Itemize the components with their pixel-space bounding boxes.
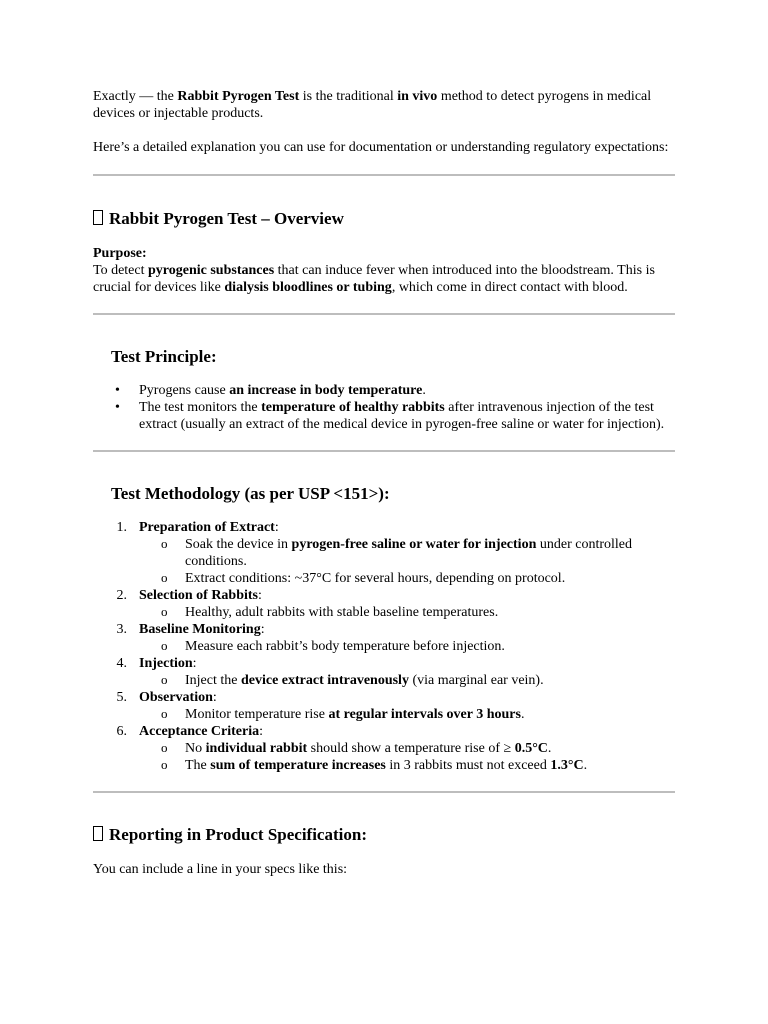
step-colon: :	[259, 724, 263, 739]
bullet-icon: •	[115, 400, 120, 415]
step-number: 4.	[116, 656, 127, 671]
circle-bullet-icon: o	[161, 604, 168, 619]
step-sublist	[139, 638, 675, 655]
purpose-bold: pyrogenic substances	[148, 263, 275, 278]
sub-item-bold: individual rabbit	[205, 741, 308, 756]
sub-item-bold: 0.5°C	[514, 741, 548, 756]
sub-item	[139, 757, 675, 774]
intro-bold-test-name: Rabbit Pyrogen Test	[177, 89, 300, 104]
list-item-text: .	[422, 383, 426, 398]
step-colon: :	[274, 520, 279, 535]
step-item	[93, 689, 675, 723]
intro-text: Exactly — the	[93, 89, 178, 104]
circle-bullet-icon: o	[161, 672, 168, 687]
list-item-text: Pyrogens cause	[139, 383, 230, 398]
intro-paragraph	[93, 88, 675, 122]
methodology-steps	[93, 519, 675, 774]
step-number: 6.	[116, 724, 127, 739]
intro-text: is the traditional	[299, 89, 398, 104]
sub-item-text: .	[547, 741, 552, 756]
list-item-text: after intravenous injection of the test extract (usually an extract of the medical device in pyrogen-free saline or water for injection).	[139, 400, 665, 432]
sub-item-text: Extract conditions: ~37°C for several hours, depending on protocol.	[185, 571, 566, 586]
overview-heading	[93, 209, 675, 229]
step-sublist	[139, 740, 675, 774]
sub-item-text: under controlled conditions.	[185, 537, 632, 569]
sub-item-text: Monitor temperature rise	[185, 707, 329, 722]
purpose-paragraph	[93, 262, 675, 296]
step-title: Baseline Monitoring	[139, 622, 261, 637]
intro-bold-in-vivo: in vivo	[397, 89, 438, 104]
circle-bullet-icon: o	[161, 536, 168, 551]
step-colon: :	[260, 622, 265, 637]
circle-bullet-icon: o	[161, 740, 168, 755]
circle-bullet-icon: o	[161, 638, 168, 653]
sub-item	[139, 672, 675, 689]
reporting-paragraph: You can include a line in your specs like this:	[93, 862, 348, 877]
step-title: Acceptance Criteria	[139, 724, 260, 739]
step-colon: :	[258, 588, 262, 603]
step-title: Observation	[139, 690, 213, 705]
reporting-heading	[93, 825, 675, 845]
sub-item-text: Soak the device in	[185, 537, 292, 552]
step-colon: :	[212, 690, 217, 705]
purpose-text: To detect	[93, 263, 148, 278]
sub-item-text: Inject the	[185, 673, 241, 688]
sub-item-text: in 3 rabbits must not exceed	[385, 758, 551, 773]
explanation-paragraph: Here’s a detailed explanation you can use for documentation or understanding regulatory expectations:	[93, 140, 669, 155]
sub-item-text: Measure each rabbit’s body temperature before injection.	[185, 639, 505, 654]
missing-glyph-icon	[93, 210, 103, 225]
step-item	[93, 519, 675, 587]
step-item	[93, 621, 675, 655]
missing-glyph-icon	[93, 826, 103, 841]
bullet-icon: •	[115, 383, 120, 398]
sub-item-bold: device extract intravenously	[240, 673, 409, 688]
sub-item-bold: at regular intervals over 3 hours	[328, 707, 521, 722]
step-colon: :	[192, 656, 197, 671]
sub-item	[139, 706, 675, 723]
list-item	[93, 382, 675, 399]
step-number: 5.	[116, 690, 127, 705]
sub-item-text: should show a temperature rise of ≥	[307, 741, 515, 756]
purpose-label	[93, 245, 675, 262]
sub-item-bold: pyrogen-free saline or water for injection	[291, 537, 537, 552]
sub-item-bold: 1.3°C	[550, 758, 584, 773]
step-item	[93, 723, 675, 774]
circle-bullet-icon: o	[161, 757, 168, 772]
step-number: 1.	[116, 520, 127, 535]
step-number: 3.	[116, 622, 127, 637]
sub-item-text: .	[583, 758, 588, 773]
principle-list	[93, 382, 675, 433]
sub-item-text: The	[185, 758, 211, 773]
sub-item-text: .	[520, 707, 525, 722]
step-sublist	[139, 604, 675, 621]
step-sublist	[139, 672, 675, 689]
sub-item	[139, 536, 675, 570]
sub-item-text: Healthy, adult rabbits with stable baseline temperatures.	[185, 605, 499, 620]
principle-heading: Test Principle:	[111, 347, 217, 366]
list-item	[93, 399, 675, 433]
step-title: Selection of Rabbits	[139, 588, 258, 603]
list-item-bold: temperature of healthy rabbits	[261, 400, 445, 415]
list-item-text: The test monitors the	[139, 400, 262, 415]
purpose-bold: dialysis bloodlines or tubing	[224, 280, 392, 295]
document-page	[93, 88, 675, 878]
intro-text: method to detect pyrogens in medical devices or injectable products.	[93, 89, 652, 121]
sub-item	[139, 740, 675, 757]
sub-item-text: No	[185, 741, 206, 756]
step-title: Preparation of Extract	[139, 520, 275, 535]
circle-bullet-icon: o	[161, 570, 168, 585]
step-item	[93, 587, 675, 621]
circle-bullet-icon: o	[161, 706, 168, 721]
purpose-label-text: Purpose:	[93, 246, 147, 261]
purpose-text: that can induce fever when introduced into the bloodstream. This is crucial for devices like	[93, 263, 655, 295]
methodology-heading: Test Methodology (as per USP <151>):	[111, 484, 390, 503]
list-item-bold: an increase in body temperature	[229, 383, 423, 398]
sub-item-text: (via marginal ear vein).	[408, 673, 544, 688]
step-title: Injection	[139, 656, 193, 671]
sub-item	[139, 570, 675, 587]
sub-item-bold: sum of temperature increases	[210, 758, 386, 773]
step-item	[93, 655, 675, 689]
step-sublist	[139, 536, 675, 587]
sub-item	[139, 604, 675, 621]
reporting-heading-text: Reporting in Product Specification:	[109, 825, 367, 844]
sub-item	[139, 638, 675, 655]
step-sublist	[139, 706, 675, 723]
step-number: 2.	[116, 588, 127, 603]
purpose-text: , which come in direct contact with blood.	[391, 280, 628, 295]
overview-heading-text: Rabbit Pyrogen Test – Overview	[109, 209, 344, 228]
